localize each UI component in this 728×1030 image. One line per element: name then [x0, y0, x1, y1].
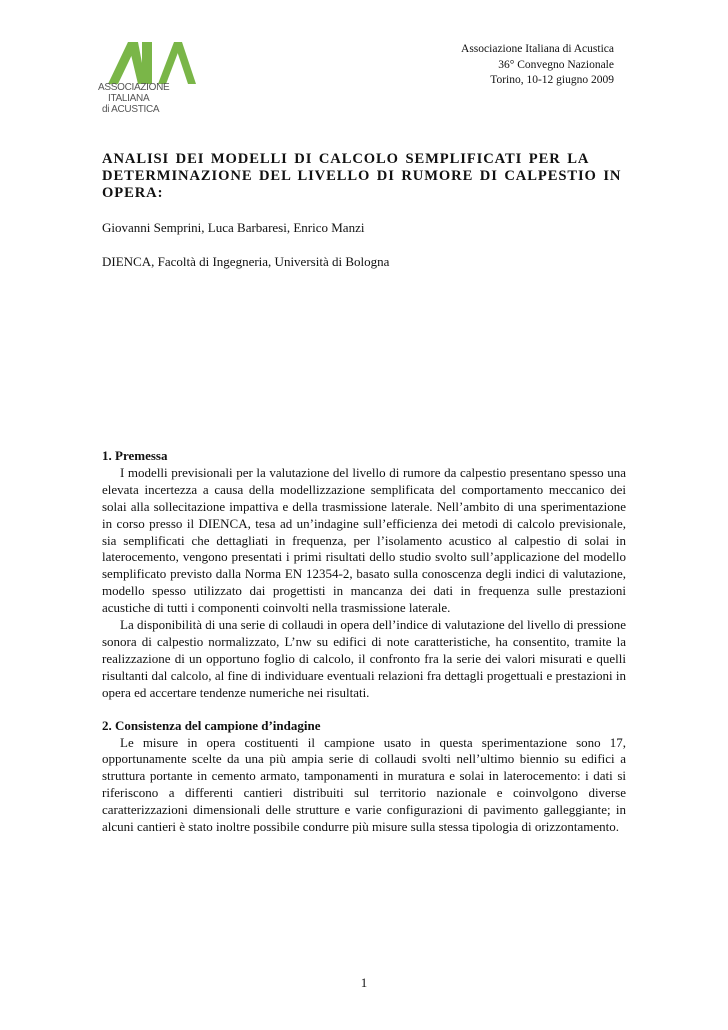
paragraph: I modelli previsionali per la valutazione del livello di rumore da calpestio presentano spesso una elevata incertezza a causa della modellizzazione semplificata del comportamento meccanico dei solai alla sollecitazione impattiva e della trasmissione laterale. Nell’ambito di una sperimentazione in corso presso il DIENCA, tesa ad un’indagine sull’efficienza dei metodi di calcolo previsionale, sia semplificati che dettagliati in frequenza, per l’isolamento acustico al calpestio di solai in laterocemento, vengono presentati i primi risultati dello studio svolto sull’applicazione del modello semplificato previsto dalla Norma EN 12354-2, basato sulla conoscenza degli indici di valutazione, modello spesso utilizzato dai progettisti in mancanza dei dati in frequenza sulle prestazioni acustiche di tutti i componenti coinvolti nella trasmissione laterale.	[102, 464, 626, 616]
section-heading: 1. Premessa	[102, 448, 168, 463]
conference-org: Associazione Italiana di Acustica	[461, 43, 614, 55]
aia-logo-mark	[98, 38, 198, 86]
conference-place-date: Torino, 10-12 giugno 2009	[490, 74, 614, 86]
aia-logo	[98, 38, 198, 124]
paper-title: ANALISI DEI MODELLI DI CALCOLO SEMPLIFICATI PER LA DETERMINAZIONE DEL LIVELLO DI RUMORE DI CALPESTIO IN OPERA:	[102, 151, 622, 201]
page-number: 1	[360, 975, 368, 990]
paper-authors: Giovanni Semprini, Luca Barbaresi, Enrico Manzi	[102, 220, 365, 235]
conference-event: 36° Convegno Nazionale	[498, 58, 614, 71]
logo-line-2: ITALIANA	[108, 93, 150, 104]
logo-line-1: ASSOCIAZIONE	[98, 82, 170, 93]
conference-header	[461, 42, 614, 89]
paper-affiliation: DIENCA, Facoltà di Ingegneria, Università di Bologna	[102, 254, 390, 269]
section-heading: 2. Consistenza del campione d’indagine	[102, 717, 321, 733]
logo-line-3: di ACUSTICA	[102, 104, 160, 115]
paper-body	[102, 448, 626, 836]
aia-logo-text	[98, 82, 198, 115]
paragraph: Le misure in opera costituenti il campione usato in questa sperimentazione sono 17, opportunamente scelte da una più ampia serie di collaudi svolti nell’ultimo biennio su edifici a struttura portante in cemento armato, tamponamenti in muratura e solai in laterocemento: i dati si riferiscono a differenti cantieri distribuiti sul territorio nazionale e coinvolgono diverse caratterizzazioni dimensionali delle strutture e varie configurazioni di pavimento galleggiante; in alcuni cantieri è stato inoltre possibile condurre più misure sulla stessa tipologia di orizzontamento.	[102, 734, 626, 835]
paragraph: La disponibilità di una serie di collaudi in opera dell’indice di valutazione del livello di pressione sonora di calpestio normalizzato, L’nw su edifici di note caratteristiche, ha consentito, tramite la realizzazione di un opportuno foglio di calcolo, il confronto fra la serie dei valori misurati e quelli risultanti dal calcolo, al fine di individuare eventuali relazioni fra dettagli progettuali e prestazioni in opera ed accertare tendenze numeriche nei risultati.	[102, 617, 626, 700]
